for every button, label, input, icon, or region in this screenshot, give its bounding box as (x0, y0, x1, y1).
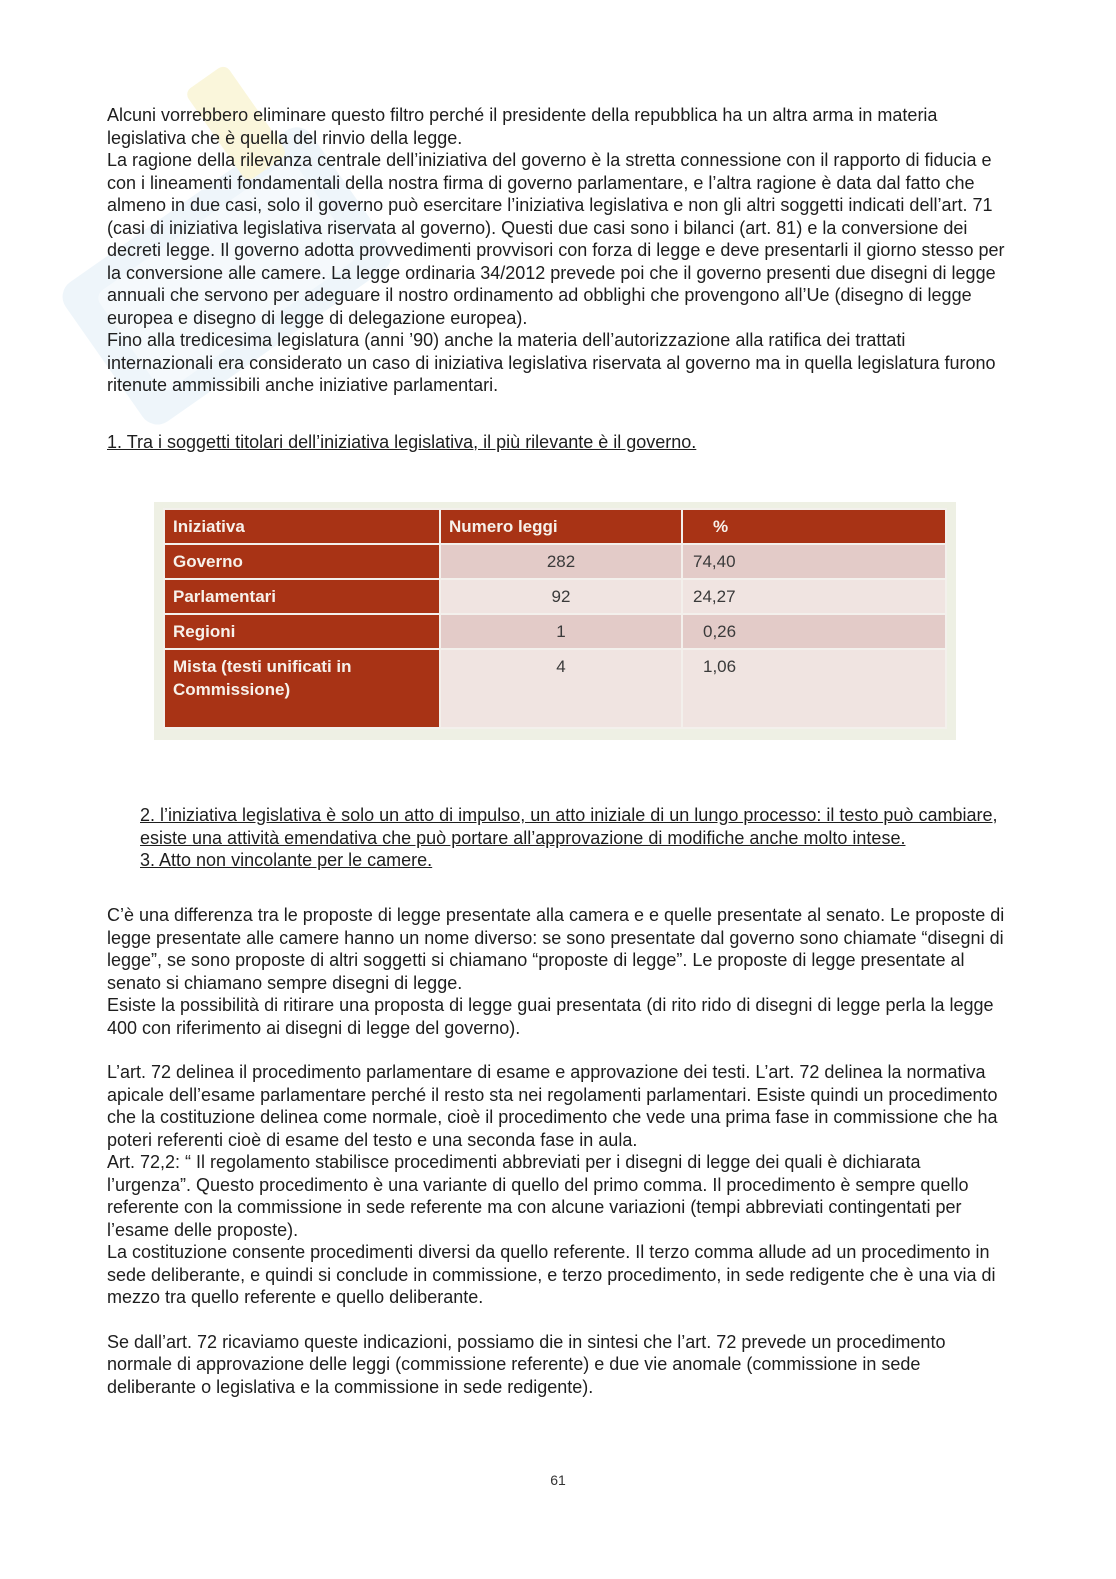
table-row (164, 614, 946, 649)
row-label: Parlamentari (164, 579, 440, 614)
row-label: Governo (164, 544, 440, 579)
intro-paragraph-3: Fino alla tredicesima legislatura (anni ’90) anche la materia dell’autorizzazione alla ratifica dei trattati internazionali era considerato un caso di iniziativa legislativa riservata al governo ma in quella legislatura furono ritenute ammissibili anche iniziative parlamentari. (107, 330, 996, 395)
list-item-3: 3. Atto non vincolante per le camere. (140, 850, 433, 870)
row-percent: 74,40 (682, 544, 946, 579)
header-numero-leggi: Numero leggi (440, 509, 682, 544)
row-count: 4 (440, 649, 682, 728)
row-percent: 1,06 (682, 649, 946, 728)
row-count: 92 (440, 579, 682, 614)
row-count: 1 (440, 614, 682, 649)
body-paragraph-3: L’art. 72 delinea il procedimento parlamentare di esame e approvazione dei testi. L’art. 72 delinea la normativa apicale dell’esame parlamentare perché il resto sta nei regolamenti parlamentari. Esiste quindi un procedimento che la costituzione delinea come normale, cioè il procedimento che vede una prima fase in commissione che ha poteri referenti cioè di esame del testo e una seconda fase in aula. (107, 1062, 998, 1150)
row-count: 282 (440, 544, 682, 579)
row-percent: 0,26 (682, 614, 946, 649)
table-header-row (164, 509, 946, 544)
header-iniziativa: Iniziativa (164, 509, 440, 544)
initiative-table-image (154, 502, 956, 740)
initiative-table (163, 508, 947, 729)
row-percent: 24,27 (682, 579, 946, 614)
numbered-list (140, 804, 1010, 872)
list-item-2: 2. l’iniziativa legislativa è solo un atto di impulso, un atto iniziale di un lungo processo: il testo può cambiare, esiste una attività emendativa che può portare all’approvazione di modifiche anche molto intese. (140, 805, 998, 848)
row-label: Mista (testi unificati in Commissione) (164, 649, 440, 728)
intro-paragraph-2: La ragione della rilevanza centrale dell’iniziativa del governo è la stretta connessione con il rapporto di fiducia e con i lineamenti fondamentali della nostra firma di governo parlamentare, e l’altra ragione è data dal fatto che almeno in due casi, solo il governo può esercitare l’iniziativa legislativa e non gli altri soggetti indicati dell’art. 71 (casi di iniziativa legislativa riservata al governo). Questi due casi sono i bilanci (art. 81) e la conversione dei decreti legge. Il governo adotta provvedimenti provvisori con forza di legge e deve presentarli il giorno stesso per la conversione alle camere. La legge ordinaria 34/2012 prevede poi che il governo presenti due disegni di legge annuali che servono per adeguare il nostro ordinamento ad obblighi che provengono all’Ue (disegno di legge europea e disegno di legge di delegazione europea). (107, 150, 1005, 328)
page-number: 61 (550, 1472, 566, 1488)
table-row (164, 649, 946, 728)
body-paragraph-4: Art. 72,2: “ Il regolamento stabilisce procedimenti abbreviati per i disegni di legge dei quali è dichiarata l’urgenza”. Questo procedimento è una variante di quello del primo comma. Il procedimento è sempre quello referente con la commissione in sede referente ma con alcune variazioni (tempi abbreviati contingentati per l’esame delle proposte). (107, 1152, 969, 1240)
body-paragraph-2: Esiste la possibilità di ritirare una proposta di legge guai presentata (di rito rido di disegni di legge perla la legge 400 con riferimento ai disegni di legge del governo). (107, 995, 994, 1038)
body-paragraph-5: La costituzione consente procedimenti diversi da quello referente. Il terzo comma allude ad un procedimento in sede deliberante, e quindi si conclude in commissione, e terzo procedimento, in sede redigente che è una via di mezzo tra quello referente e quello deliberante. (107, 1242, 996, 1307)
table-row (164, 544, 946, 579)
intro-paragraph-1: Alcuni vorrebbero eliminare questo filtro perché il presidente della repubblica ha un altra arma in materia legislativa che è quella del rinvio della legge. (107, 105, 938, 148)
list-item-1: 1. Tra i soggetti titolari dell’iniziativa legislativa, il più rilevante è il governo. (107, 431, 697, 452)
table-row (164, 579, 946, 614)
intro-section (107, 104, 1007, 453)
header-percent: % (682, 509, 946, 544)
body-section (107, 904, 1007, 1398)
body-paragraph-1: C’è una differenza tra le proposte di legge presentate alla camera e e quelle presentate al senato. Le proposte di legge presentate alle camere hanno un nome diverso: se sono presentate dal governo sono chiamate “disegni di legge”, se sono proposte di altri soggetti si chiamano “proposte di legge”. Le proposte di legge presentate al senato si chiamano sempre disegni di legge. (107, 905, 1005, 993)
body-paragraph-6: Se dall’art. 72 ricaviamo queste indicazioni, possiamo die in sintesi che l’art. 72 prevede un procedimento normale di approvazione delle leggi (commissione referente) e due vie anomale (commissione in sede deliberante o legislativa e la commissione in sede redigente). (107, 1331, 946, 1397)
row-label: Regioni (164, 614, 440, 649)
